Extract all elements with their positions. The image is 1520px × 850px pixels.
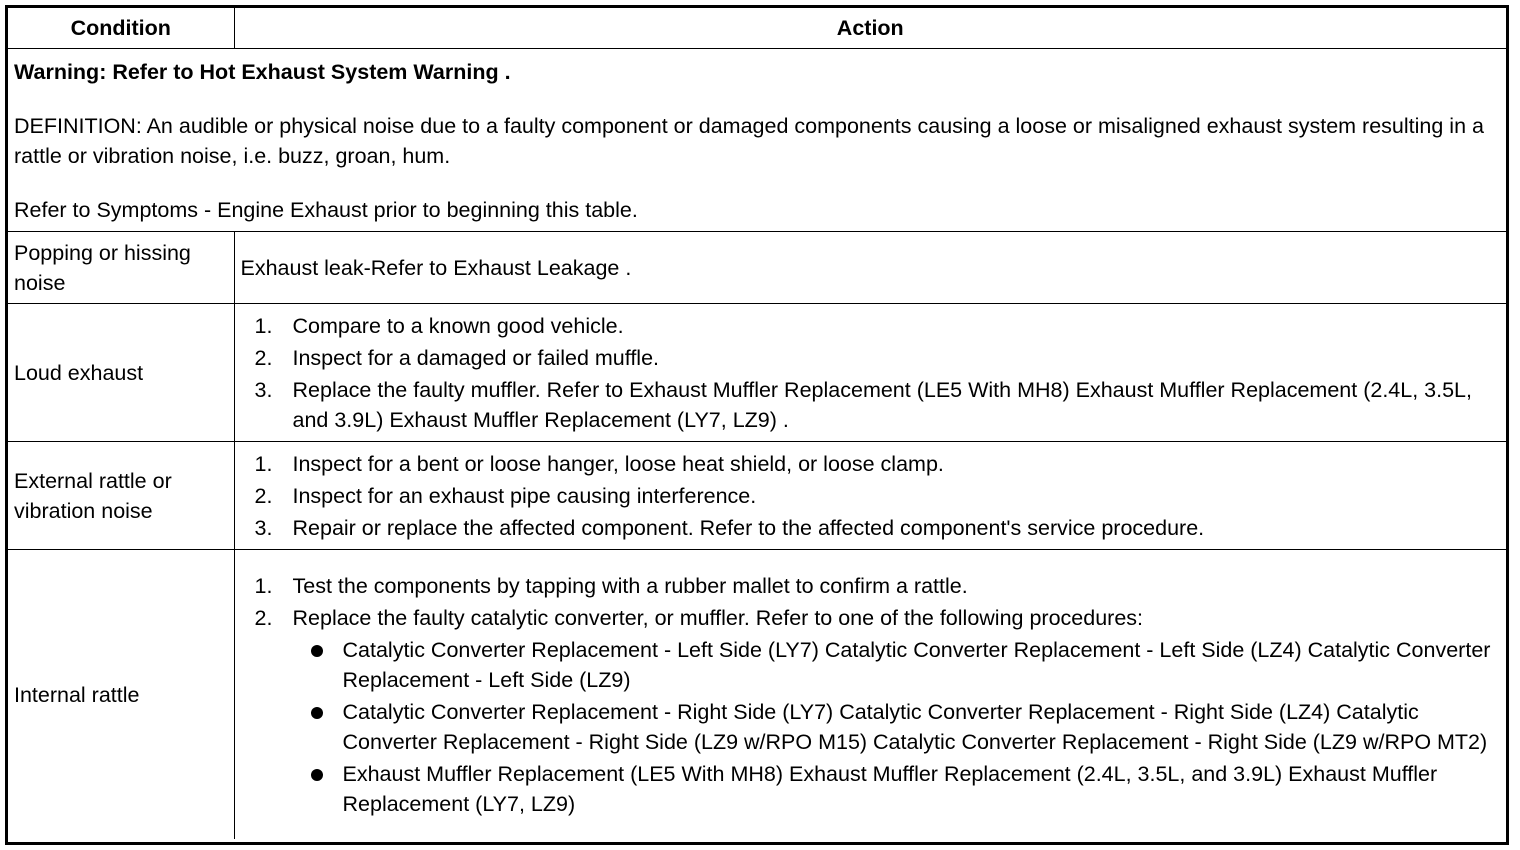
- header-row: [8, 8, 1506, 49]
- step-text: Inspect for a damaged or failed muffle.: [292, 345, 660, 370]
- step-item: [241, 311, 1501, 341]
- step-list: [241, 311, 1501, 435]
- table-row: [8, 550, 1506, 840]
- step-list: [241, 571, 1501, 819]
- diagnostic-table: [8, 8, 1506, 839]
- step-item: [241, 571, 1501, 601]
- step-number: 3.: [254, 377, 273, 402]
- bullet-icon: [311, 707, 323, 719]
- procedure-text: Catalytic Converter Replacement - Left Side (LY7) Catalytic Converter Replacement - Left Side (LZ4) Catalytic Converter Replacement - Left Side (LZ9): [342, 637, 1491, 692]
- step-text: Inspect for an exhaust pipe causing interference.: [292, 483, 757, 508]
- warning-text: Warning: Refer to Hot Exhaust System Warning .: [14, 60, 511, 84]
- condition-cell: External rattle or vibration noise: [8, 442, 234, 550]
- procedure-list: [293, 635, 1501, 819]
- condition-cell: Loud exhaust: [8, 304, 234, 442]
- condition-cell: Internal rattle: [8, 550, 234, 840]
- step-item: [241, 513, 1501, 543]
- step-number: 3.: [254, 515, 273, 540]
- procedure-item: [293, 697, 1501, 757]
- step-item: [241, 481, 1501, 511]
- intro-cell: [8, 49, 1506, 232]
- step-text: Inspect for a bent or loose hanger, loose heat shield, or loose clamp.: [292, 451, 944, 476]
- action-cell: [234, 442, 1506, 550]
- step-text: Test the components by tapping with a rubber mallet to confirm a rattle.: [292, 573, 968, 598]
- table-row: [8, 232, 1506, 304]
- step-number: 1.: [254, 573, 273, 598]
- step-number: 2.: [254, 483, 273, 508]
- step-number: 2.: [254, 345, 273, 370]
- definition-text: DEFINITION: An audible or physical noise due to a faulty component or damaged components causing a loose or misaligned exhaust system resulting in a rattle or vibration noise, i.e. buzz, groan, hum.: [14, 114, 1484, 168]
- step-text: Compare to a known good vehicle.: [292, 313, 624, 338]
- bullet-icon: [311, 645, 323, 657]
- diagnostic-table-frame: [5, 5, 1509, 845]
- intro-row: [8, 49, 1506, 232]
- step-text: Replace the faulty muffler. Refer to Exhaust Muffler Replacement (LE5 With MH8) Exhaust Muffler Replacement (2.4L, 3.5L, and 3.9L) Exhaust Muffler Replacement (LY7, LZ9) .: [292, 377, 1472, 432]
- step-list: [241, 449, 1501, 543]
- step-text: Replace the faulty catalytic converter, or muffler. Refer to one of the following procedures:: [292, 605, 1143, 630]
- step-item: [241, 343, 1501, 373]
- action-cell: Exhaust leak-Refer to Exhaust Leakage .: [234, 232, 1506, 304]
- condition-header: Condition: [8, 8, 234, 49]
- procedure-item: [293, 759, 1501, 819]
- action-cell: [234, 550, 1506, 840]
- step-item: [241, 375, 1501, 435]
- step-item: [241, 449, 1501, 479]
- bullet-icon: [311, 769, 323, 781]
- table-row: [8, 304, 1506, 442]
- step-number: 2.: [254, 605, 273, 630]
- step-text: Repair or replace the affected component. Refer to the affected component's service procedure.: [292, 515, 1205, 540]
- action-cell: [234, 304, 1506, 442]
- condition-cell: Popping or hissing noise: [8, 232, 234, 304]
- table-row: [8, 442, 1506, 550]
- step-number: 1.: [254, 313, 273, 338]
- step-item: [241, 603, 1501, 819]
- action-header: Action: [234, 8, 1506, 49]
- procedure-item: [293, 635, 1501, 695]
- procedure-text: Exhaust Muffler Replacement (LE5 With MH8) Exhaust Muffler Replacement (2.4L, 3.5L, and 3.9L) Exhaust Muffler Replacement (LY7, LZ9): [342, 761, 1438, 816]
- step-number: 1.: [254, 451, 273, 476]
- refer-text: Refer to Symptoms - Engine Exhaust prior to beginning this table.: [14, 198, 638, 222]
- procedure-text: Catalytic Converter Replacement - Right Side (LY7) Catalytic Converter Replacement - Right Side (LZ4) Catalytic Converter Replacement - Right Side (LZ9 w/RPO M15) Catalytic Converter Replacement - Right Side (LZ9 w/RPO MT2): [342, 699, 1488, 754]
